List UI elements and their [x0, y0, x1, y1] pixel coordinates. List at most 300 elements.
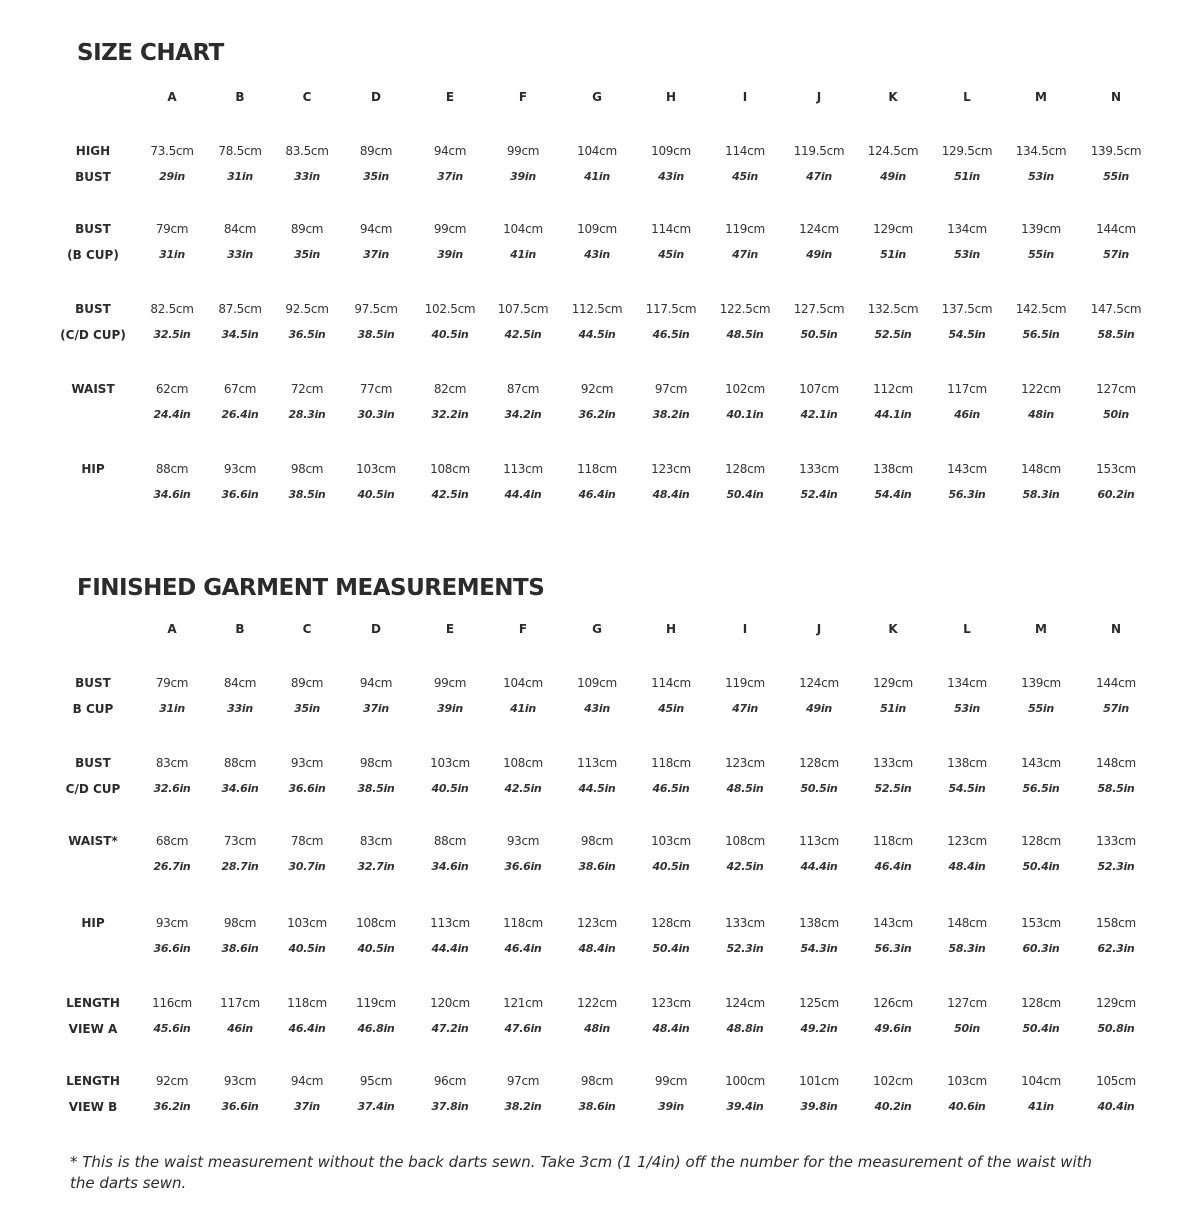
- cell-cm: 112.5cm: [571, 302, 623, 316]
- cell-cm: 99cm: [654, 1074, 688, 1088]
- cell-cm: 127cm: [1096, 382, 1136, 396]
- cell-cm: 133cm: [725, 916, 765, 930]
- cell-cm: 128cm: [1021, 996, 1061, 1010]
- cell-cm: 118cm: [503, 916, 543, 930]
- cell-cm: 122cm: [1021, 382, 1061, 396]
- cell-in: 50in: [954, 1022, 980, 1035]
- cell-cm: 84cm: [223, 222, 257, 236]
- cell-cm: 67cm: [223, 382, 257, 396]
- cell-in: 41in: [584, 170, 610, 183]
- cell-in: 54.5in: [948, 328, 986, 341]
- cell-cm: 92.5cm: [285, 302, 329, 316]
- cell-cm: 148cm: [1021, 462, 1061, 476]
- cell-cm: 84cm: [223, 676, 257, 690]
- cell-in: 36.2in: [578, 408, 616, 421]
- cell-in: 50.4in: [652, 942, 690, 955]
- cell-cm: 113cm: [799, 834, 839, 848]
- cell-in: 52.4in: [800, 488, 838, 501]
- cell-in: 52.3in: [726, 942, 764, 955]
- cell-cm: 83cm: [155, 756, 189, 770]
- cell-cm: 77cm: [359, 382, 393, 396]
- cell-cm: 97.5cm: [354, 302, 398, 316]
- cell-cm: 97cm: [654, 382, 688, 396]
- cell-cm: 118cm: [577, 462, 617, 476]
- cell-in: 37in: [363, 702, 389, 715]
- cell-in: 42.5in: [504, 328, 542, 341]
- cell-cm: 139.5cm: [1090, 144, 1142, 158]
- column-header-g: G: [592, 622, 602, 636]
- cell-in: 44.5in: [578, 328, 616, 341]
- cell-in: 50.5in: [800, 328, 838, 341]
- cell-in: 38.5in: [357, 782, 395, 795]
- cell-cm: 103cm: [356, 462, 396, 476]
- column-header-j: J: [816, 622, 822, 636]
- column-header-i: I: [742, 622, 748, 636]
- cell-in: 32.6in: [153, 782, 191, 795]
- cell-in: 50.8in: [1097, 1022, 1135, 1035]
- cell-cm: 78.5cm: [218, 144, 262, 158]
- cell-in: 44.4in: [800, 860, 838, 873]
- cell-in: 30.7in: [288, 860, 326, 873]
- cell-cm: 104cm: [577, 144, 617, 158]
- cell-cm: 132.5cm: [867, 302, 919, 316]
- column-header-h: H: [665, 622, 677, 636]
- cell-in: 49in: [806, 702, 832, 715]
- cell-cm: 102cm: [873, 1074, 913, 1088]
- cell-in: 46.5in: [652, 328, 690, 341]
- column-header-c: C: [302, 90, 312, 104]
- cell-cm: 117cm: [947, 382, 987, 396]
- cell-cm: 98cm: [580, 834, 614, 848]
- cell-cm: 73cm: [223, 834, 257, 848]
- cell-in: 46.4in: [874, 860, 912, 873]
- cell-cm: 128cm: [651, 916, 691, 930]
- cell-cm: 148cm: [1096, 756, 1136, 770]
- cell-cm: 87cm: [506, 382, 540, 396]
- cell-in: 58.5in: [1097, 328, 1135, 341]
- cell-in: 46.4in: [578, 488, 616, 501]
- row-label-line: BUST: [75, 302, 111, 316]
- cell-in: 48.8in: [726, 1022, 764, 1035]
- column-header-f: F: [518, 90, 528, 104]
- cell-cm: 129.5cm: [941, 144, 993, 158]
- cell-in: 32.7in: [357, 860, 395, 873]
- column-header-g: G: [592, 90, 602, 104]
- cell-in: 31in: [159, 248, 185, 261]
- cell-cm: 116cm: [152, 996, 192, 1010]
- row-label-line: BUST: [75, 756, 111, 770]
- cell-cm: 124.5cm: [867, 144, 919, 158]
- cell-cm: 72cm: [290, 382, 324, 396]
- cell-cm: 98cm: [290, 462, 324, 476]
- cell-in: 39in: [510, 170, 536, 183]
- cell-cm: 127.5cm: [793, 302, 845, 316]
- cell-in: 37.4in: [357, 1100, 395, 1113]
- cell-in: 56.5in: [1022, 328, 1060, 341]
- cell-cm: 78cm: [290, 834, 324, 848]
- cell-in: 42.5in: [431, 488, 469, 501]
- cell-in: 37in: [363, 248, 389, 261]
- cell-cm: 103cm: [287, 916, 327, 930]
- cell-in: 26.7in: [153, 860, 191, 873]
- column-header-m: M: [1035, 90, 1047, 104]
- cell-in: 31in: [227, 170, 253, 183]
- cell-in: 42.5in: [504, 782, 542, 795]
- cell-cm: 98cm: [580, 1074, 614, 1088]
- cell-cm: 113cm: [577, 756, 617, 770]
- cell-in: 62.3in: [1097, 942, 1135, 955]
- column-header-i: I: [742, 90, 748, 104]
- cell-in: 43in: [658, 170, 684, 183]
- cell-cm: 102cm: [725, 382, 765, 396]
- cell-in: 41in: [510, 248, 536, 261]
- cell-cm: 88cm: [155, 462, 189, 476]
- cell-cm: 134.5cm: [1015, 144, 1067, 158]
- cell-in: 51in: [880, 248, 906, 261]
- cell-cm: 129cm: [873, 222, 913, 236]
- cell-cm: 118cm: [651, 756, 691, 770]
- row-label: [43, 296, 143, 348]
- cell-in: 49.6in: [874, 1022, 912, 1035]
- cell-cm: 134cm: [947, 676, 987, 690]
- cell-in: 34.6in: [221, 782, 259, 795]
- cell-in: 43in: [584, 248, 610, 261]
- cell-cm: 144cm: [1096, 222, 1136, 236]
- row-label: [43, 456, 143, 482]
- cell-in: 48.5in: [726, 782, 764, 795]
- column-header-n: N: [1110, 90, 1122, 104]
- row-label-line: WAIST*: [68, 834, 118, 848]
- cell-in: 40.1in: [726, 408, 764, 421]
- cell-cm: 105cm: [1096, 1074, 1136, 1088]
- cell-in: 33in: [294, 170, 320, 183]
- cell-cm: 88cm: [433, 834, 467, 848]
- cell-cm: 93cm: [506, 834, 540, 848]
- cell-cm: 119cm: [725, 222, 765, 236]
- column-header-b: B: [235, 622, 245, 636]
- row-label-line: VIEW B: [68, 1100, 118, 1114]
- cell-cm: 108cm: [356, 916, 396, 930]
- cell-in: 42.5in: [726, 860, 764, 873]
- cell-cm: 144cm: [1096, 676, 1136, 690]
- cell-cm: 83.5cm: [285, 144, 329, 158]
- cell-in: 48.4in: [652, 488, 690, 501]
- cell-in: 49.2in: [800, 1022, 838, 1035]
- cell-in: 34.5in: [221, 328, 259, 341]
- cell-in: 49in: [880, 170, 906, 183]
- row-label: [43, 1068, 143, 1120]
- cell-in: 38.6in: [578, 860, 616, 873]
- cell-cm: 122cm: [577, 996, 617, 1010]
- cell-in: 46.4in: [504, 942, 542, 955]
- cell-in: 32.2in: [431, 408, 469, 421]
- cell-cm: 133cm: [1096, 834, 1136, 848]
- column-header-c: C: [302, 622, 312, 636]
- cell-in: 56.3in: [948, 488, 986, 501]
- cell-in: 35in: [294, 248, 320, 261]
- cell-cm: 109cm: [651, 144, 691, 158]
- cell-cm: 119.5cm: [793, 144, 845, 158]
- cell-in: 54.4in: [874, 488, 912, 501]
- cell-cm: 129cm: [1096, 996, 1136, 1010]
- cell-in: 36.6in: [153, 942, 191, 955]
- column-header-f: F: [518, 622, 528, 636]
- cell-cm: 100cm: [725, 1074, 765, 1088]
- cell-cm: 114cm: [725, 144, 765, 158]
- cell-cm: 147.5cm: [1090, 302, 1142, 316]
- cell-in: 55in: [1028, 702, 1054, 715]
- cell-in: 56.5in: [1022, 782, 1060, 795]
- cell-in: 40.2in: [874, 1100, 912, 1113]
- cell-cm: 108cm: [430, 462, 470, 476]
- column-header-e: E: [445, 90, 455, 104]
- cell-cm: 128cm: [1021, 834, 1061, 848]
- cell-cm: 87.5cm: [218, 302, 262, 316]
- cell-in: 40.5in: [431, 328, 469, 341]
- row-label-line: WAIST: [71, 382, 115, 396]
- cell-cm: 121cm: [503, 996, 543, 1010]
- cell-in: 32.5in: [153, 328, 191, 341]
- cell-in: 46.8in: [357, 1022, 395, 1035]
- cell-in: 55in: [1028, 248, 1054, 261]
- cell-cm: 93cm: [223, 1074, 257, 1088]
- cell-in: 57in: [1103, 248, 1129, 261]
- cell-cm: 153cm: [1021, 916, 1061, 930]
- cell-in: 45.6in: [153, 1022, 191, 1035]
- column-header-b: B: [235, 90, 245, 104]
- cell-cm: 103cm: [430, 756, 470, 770]
- cell-cm: 113cm: [430, 916, 470, 930]
- cell-in: 38.6in: [221, 942, 259, 955]
- cell-in: 51in: [954, 170, 980, 183]
- cell-in: 39in: [437, 702, 463, 715]
- cell-cm: 108cm: [725, 834, 765, 848]
- cell-cm: 92cm: [580, 382, 614, 396]
- cell-in: 39in: [658, 1100, 684, 1113]
- cell-in: 35in: [294, 702, 320, 715]
- cell-in: 40.5in: [288, 942, 326, 955]
- cell-in: 40.5in: [652, 860, 690, 873]
- cell-in: 36.6in: [221, 488, 259, 501]
- cell-cm: 96cm: [433, 1074, 467, 1088]
- cell-in: 39.4in: [726, 1100, 764, 1113]
- cell-in: 52.5in: [874, 782, 912, 795]
- cell-in: 51in: [880, 702, 906, 715]
- cell-in: 53in: [1028, 170, 1054, 183]
- cell-cm: 79cm: [155, 676, 189, 690]
- cell-cm: 89cm: [290, 222, 324, 236]
- column-header-m: M: [1035, 622, 1047, 636]
- column-header-a: A: [167, 622, 177, 636]
- cell-in: 48.5in: [726, 328, 764, 341]
- column-header-j: J: [816, 90, 822, 104]
- cell-in: 48.4in: [578, 942, 616, 955]
- size-chart-title: SIZE CHART: [77, 40, 224, 66]
- cell-cm: 89cm: [290, 676, 324, 690]
- column-header-a: A: [167, 90, 177, 104]
- cell-in: 54.3in: [800, 942, 838, 955]
- cell-in: 41in: [1028, 1100, 1054, 1113]
- cell-cm: 138cm: [799, 916, 839, 930]
- cell-in: 24.4in: [153, 408, 191, 421]
- cell-in: 58.3in: [1022, 488, 1060, 501]
- cell-cm: 153cm: [1096, 462, 1136, 476]
- row-label-line: HIP: [81, 916, 105, 930]
- cell-cm: 107cm: [799, 382, 839, 396]
- cell-in: 55in: [1103, 170, 1129, 183]
- cell-in: 54.5in: [948, 782, 986, 795]
- column-header-l: L: [963, 622, 971, 636]
- cell-in: 40.5in: [431, 782, 469, 795]
- cell-cm: 126cm: [873, 996, 913, 1010]
- cell-cm: 158cm: [1096, 916, 1136, 930]
- cell-cm: 103cm: [947, 1074, 987, 1088]
- cell-cm: 124cm: [799, 222, 839, 236]
- row-label: [43, 670, 143, 722]
- row-label-line: LENGTH: [66, 996, 120, 1010]
- cell-in: 47in: [732, 248, 758, 261]
- cell-in: 39in: [437, 248, 463, 261]
- cell-in: 46.5in: [652, 782, 690, 795]
- cell-cm: 108cm: [503, 756, 543, 770]
- cell-cm: 94cm: [359, 676, 393, 690]
- cell-cm: 128cm: [725, 462, 765, 476]
- row-label-line: C/D CUP: [65, 782, 121, 796]
- cell-cm: 139cm: [1021, 222, 1061, 236]
- cell-in: 47in: [806, 170, 832, 183]
- cell-in: 46in: [227, 1022, 253, 1035]
- cell-in: 40.5in: [357, 942, 395, 955]
- row-label-line: HIGH: [75, 144, 111, 158]
- cell-in: 49in: [806, 248, 832, 261]
- cell-in: 43in: [584, 702, 610, 715]
- cell-cm: 123cm: [577, 916, 617, 930]
- cell-in: 60.2in: [1097, 488, 1135, 501]
- cell-cm: 82cm: [433, 382, 467, 396]
- cell-in: 38.5in: [357, 328, 395, 341]
- cell-cm: 95cm: [359, 1074, 393, 1088]
- cell-in: 37.8in: [431, 1100, 469, 1113]
- cell-cm: 113cm: [503, 462, 543, 476]
- cell-in: 47in: [732, 702, 758, 715]
- cell-cm: 104cm: [1021, 1074, 1061, 1088]
- cell-cm: 99cm: [433, 222, 467, 236]
- cell-in: 37in: [294, 1100, 320, 1113]
- cell-in: 58.3in: [948, 942, 986, 955]
- column-header-d: D: [371, 90, 381, 104]
- cell-in: 44.4in: [504, 488, 542, 501]
- column-header-l: L: [963, 90, 971, 104]
- cell-cm: 122.5cm: [719, 302, 771, 316]
- cell-in: 50.5in: [800, 782, 838, 795]
- cell-cm: 129cm: [873, 676, 913, 690]
- cell-cm: 133cm: [873, 756, 913, 770]
- row-label-line: BUST: [75, 222, 111, 236]
- cell-cm: 142.5cm: [1015, 302, 1067, 316]
- row-label-line: LENGTH: [66, 1074, 120, 1088]
- cell-cm: 68cm: [155, 834, 189, 848]
- cell-cm: 94cm: [433, 144, 467, 158]
- cell-in: 40.5in: [357, 488, 395, 501]
- cell-in: 33in: [227, 248, 253, 261]
- cell-in: 34.6in: [431, 860, 469, 873]
- cell-cm: 94cm: [359, 222, 393, 236]
- row-label: [43, 990, 143, 1042]
- row-label: [43, 376, 143, 402]
- cell-cm: 138cm: [947, 756, 987, 770]
- cell-cm: 139cm: [1021, 676, 1061, 690]
- column-header-h: H: [665, 90, 677, 104]
- cell-in: 47.6in: [504, 1022, 542, 1035]
- cell-cm: 94cm: [290, 1074, 324, 1088]
- row-label-line: (C/D CUP): [60, 328, 126, 342]
- cell-in: 48in: [1028, 408, 1054, 421]
- cell-in: 45in: [732, 170, 758, 183]
- column-header-k: K: [888, 622, 898, 636]
- cell-cm: 62cm: [155, 382, 189, 396]
- row-label: [43, 750, 143, 802]
- cell-in: 33in: [227, 702, 253, 715]
- cell-in: 53in: [954, 248, 980, 261]
- cell-in: 39.8in: [800, 1100, 838, 1113]
- cell-in: 56.3in: [874, 942, 912, 955]
- cell-in: 31in: [159, 702, 185, 715]
- cell-cm: 109cm: [577, 222, 617, 236]
- cell-cm: 93cm: [223, 462, 257, 476]
- cell-in: 36.6in: [504, 860, 542, 873]
- row-label-line: HIP: [81, 462, 105, 476]
- cell-cm: 73.5cm: [150, 144, 194, 158]
- cell-cm: 134cm: [947, 222, 987, 236]
- cell-in: 44.4in: [431, 942, 469, 955]
- column-header-k: K: [888, 90, 898, 104]
- cell-cm: 99cm: [506, 144, 540, 158]
- row-label-line: (B CUP): [67, 248, 119, 262]
- cell-in: 36.6in: [221, 1100, 259, 1113]
- cell-in: 45in: [658, 702, 684, 715]
- cell-in: 50.4in: [1022, 860, 1060, 873]
- cell-cm: 123cm: [725, 756, 765, 770]
- cell-cm: 93cm: [290, 756, 324, 770]
- cell-cm: 107.5cm: [497, 302, 549, 316]
- cell-cm: 83cm: [359, 834, 393, 848]
- cell-in: 48.4in: [652, 1022, 690, 1035]
- cell-cm: 143cm: [947, 462, 987, 476]
- cell-cm: 127cm: [947, 996, 987, 1010]
- cell-cm: 133cm: [799, 462, 839, 476]
- cell-in: 28.7in: [221, 860, 259, 873]
- cell-in: 26.4in: [221, 408, 259, 421]
- cell-cm: 114cm: [651, 222, 691, 236]
- cell-cm: 97cm: [506, 1074, 540, 1088]
- cell-in: 57in: [1103, 702, 1129, 715]
- cell-in: 48in: [584, 1022, 610, 1035]
- cell-cm: 148cm: [947, 916, 987, 930]
- cell-cm: 124cm: [799, 676, 839, 690]
- cell-in: 36.5in: [288, 328, 326, 341]
- row-label-line: VIEW A: [68, 1022, 118, 1036]
- cell-cm: 98cm: [359, 756, 393, 770]
- cell-in: 40.4in: [1097, 1100, 1135, 1113]
- footnote: * This is the waist measurement without the back darts sewn. Take 3cm (1 1/4in) off the number for the measurement of the waist with the darts sewn.: [70, 1153, 1093, 1192]
- cell-in: 47.2in: [431, 1022, 469, 1035]
- cell-in: 38.5in: [288, 488, 326, 501]
- cell-cm: 104cm: [503, 676, 543, 690]
- cell-cm: 138cm: [873, 462, 913, 476]
- cell-in: 52.3in: [1097, 860, 1135, 873]
- cell-cm: 109cm: [577, 676, 617, 690]
- cell-in: 50in: [1103, 408, 1129, 421]
